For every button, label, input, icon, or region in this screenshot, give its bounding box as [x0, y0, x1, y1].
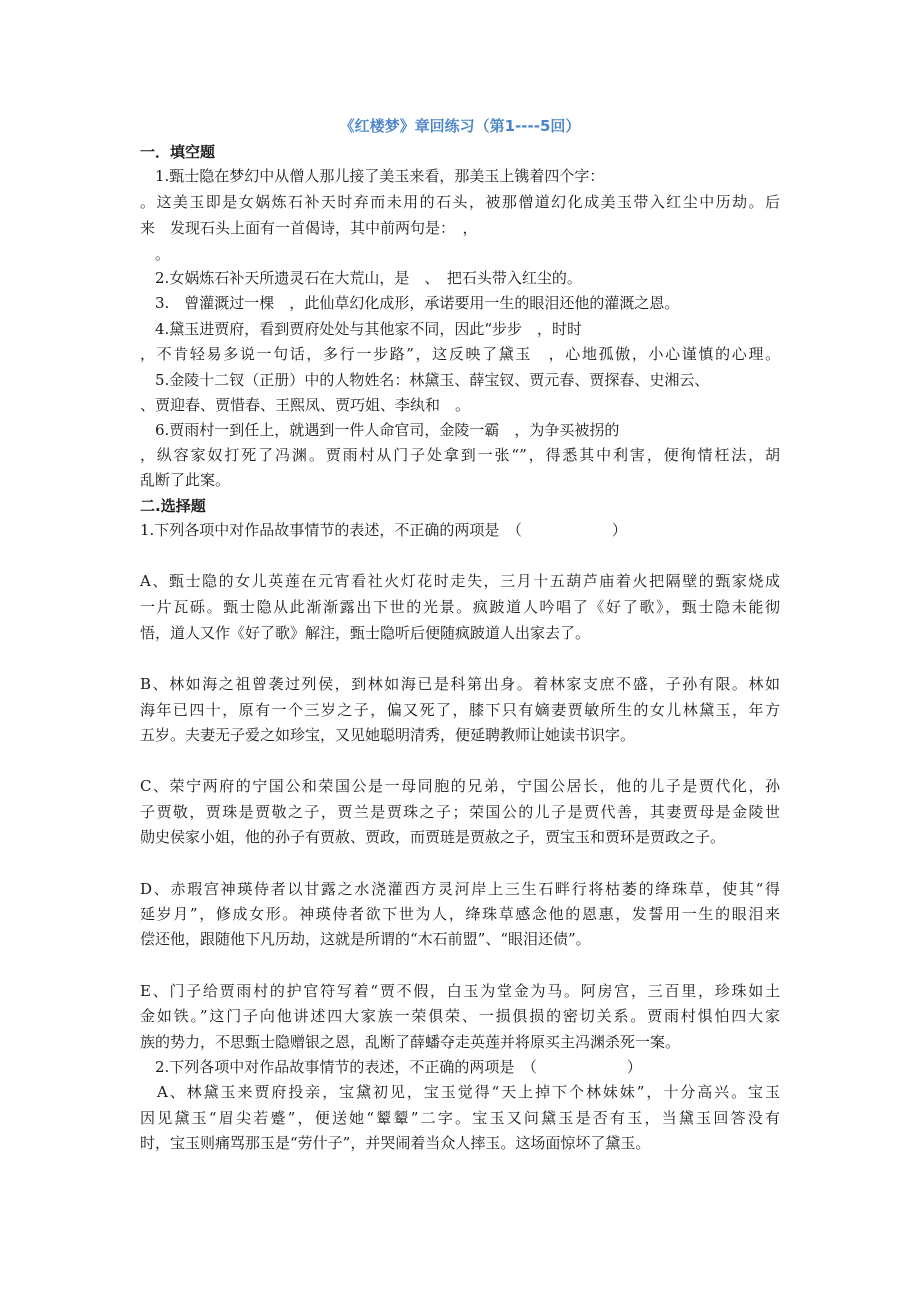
fill-line: 3. 曾灌溉过一棵 ，此仙草幻化成形，承诺要用一生的眼泪还他的灌溉之恩。: [140, 294, 680, 312]
option-1e-line: 金如铁。”这门子向他讲述四大家族一荣俱荣、一损俱损的密切关系。贾雨村惧怕四大家: [140, 1007, 780, 1025]
option-1e-line: 族的势力，不思甄士隐赠银之恩，乱断了薛蟠夺走英莲并将原买主冯渊杀死一案。: [140, 1033, 681, 1051]
option-1a-line: A、甄士隐的女儿英莲在元宵看社火灯花时走失，三月十五葫芦庙着火把隔壁的甄家烧成: [140, 572, 780, 590]
option-1d-line: 延岁月”，修成女形。神瑛侍者欲下世为人，绛珠草感念他的恩惠，发誓用一生的眼泪来: [140, 905, 780, 923]
question-1: 1.下列各项中对作品故事情节的表述，不正确的两项是 （ ）: [140, 521, 627, 539]
option-1c-line: 勋史侯家小姐，他的孙子有贾赦、贾政，而贾琏是贾赦之子，贾宝玉和贾环是贾政之子。: [140, 828, 726, 846]
fill-line: ，不肯轻易多说一句话，多行一步路”，这反映了黛玉 ，心地孤傲，小心谨慎的心理。: [140, 345, 780, 363]
fill-line: 乱断了此案。: [140, 471, 231, 489]
fill-line: 。这美玉即是女娲炼石补天时弃而未用的石头，被那僧道幻化成美玉带入红尘中历劫。后: [140, 193, 780, 211]
option-1b-line: 五岁。夫妻无子爱之如珍宝，又见她聪明清秀，便延聘教师让她读书识字。: [140, 726, 636, 744]
option-1d-line: D、赤瑕宫神瑛侍者以甘露之水浇灌西方灵河岸上三生石畔行将枯萎的绛珠草，使其“得: [140, 880, 780, 898]
document-title: 《红楼梦》章回练习（第1----5回）: [339, 117, 581, 135]
fill-line: 2.女娲炼石补天所遗灵石在大荒山，是 、 把石头带入红尘的。: [140, 269, 582, 287]
option-1d-line: 偿还他，跟随他下凡历劫，这就是所谓的“木石前盟”、“眼泪还债”。: [140, 930, 591, 948]
fill-line: 1.甄士隐在梦幻中从僧人那儿接了美玉来看，那美玉上镌着四个字：: [140, 167, 605, 185]
fill-line: 5.金陵十二钗（正册）中的人物姓名：林黛玉、薛宝钗、贾元春、贾探春、史湘云、: [140, 371, 710, 389]
option-1c-line: 子贾敬，贾珠是贾敬之子，贾兰是贾珠之子；荣国公的儿子是贾代善，其妻贾母是金陵世: [140, 803, 780, 821]
option-2a-line: 时，宝玉则痛骂那玉是“劳什子”，并哭闹着当众人摔玉。这场面惊坏了黛玉。: [140, 1134, 651, 1152]
option-1b-line: 海年已四十，原有一个三岁之子，偏又死了，膝下只有嫡妻贾敏所生的女儿林黛玉，年方: [140, 701, 780, 719]
fill-line: 、贾迎春、贾惜春、王熙凤、贾巧姐、李纨和 。: [140, 396, 471, 414]
fill-line: 4.黛玉进贾府，看到贾府处处与其他家不同，因此“步步 ，时时: [140, 320, 582, 338]
question-2: 2.下列各项中对作品故事情节的表述，不正确的两项是 （ ）: [140, 1058, 642, 1076]
option-1b-line: B、林如海之祖曾袭过列侯，到林如海已是科第出身。着林家支庶不盛，子孙有限。林如: [140, 675, 780, 693]
option-1a-line: 一片瓦砾。甄士隐从此渐渐露出下世的光景。疯跛道人吟唱了《好了歌》，甄士隐未能彻: [140, 598, 780, 616]
option-1a-line: 悟，道人又作《好了歌》解注，甄士隐听后便随疯跛道人出家去了。: [140, 624, 591, 642]
option-2a-line: A、林黛玉来贾府投亲，宝黛初见，宝玉觉得“天上掉下个林妹妹”，十分高兴。宝玉: [140, 1083, 780, 1101]
section-heading-fill-blank: 一．填空题: [140, 143, 216, 161]
fill-line: 。: [140, 245, 171, 263]
section-heading-choice: 二.选择题: [140, 497, 206, 515]
fill-line: 6.贾雨村一到任上，就遇到一件人命官司，金陵一霸 ，为争买被拐的: [140, 421, 620, 439]
option-1e-line: E、门子给贾雨村的护官符写着“贾不假，白玉为堂金为马。阿房宫，三百里，珍珠如土: [140, 982, 780, 1000]
option-2a-line: 因见黛玉“眉尖若蹙”，便送她“颦颦”二字。宝玉又问黛玉是否有玉，当黛玉回答没有: [140, 1109, 780, 1127]
fill-line: 来 发现石头上面有一首偈诗，其中前两句是： ，: [140, 219, 478, 237]
fill-line: ，纵容家奴打死了冯渊。贾雨村从门子处拿到一张“”，得悉其中利害，便徇情枉法，胡: [140, 446, 780, 464]
option-1c-line: C、荣宁两府的宁国公和荣国公是一母同胞的兄弟，宁国公居长，他的儿子是贾代化，孙: [140, 777, 780, 795]
